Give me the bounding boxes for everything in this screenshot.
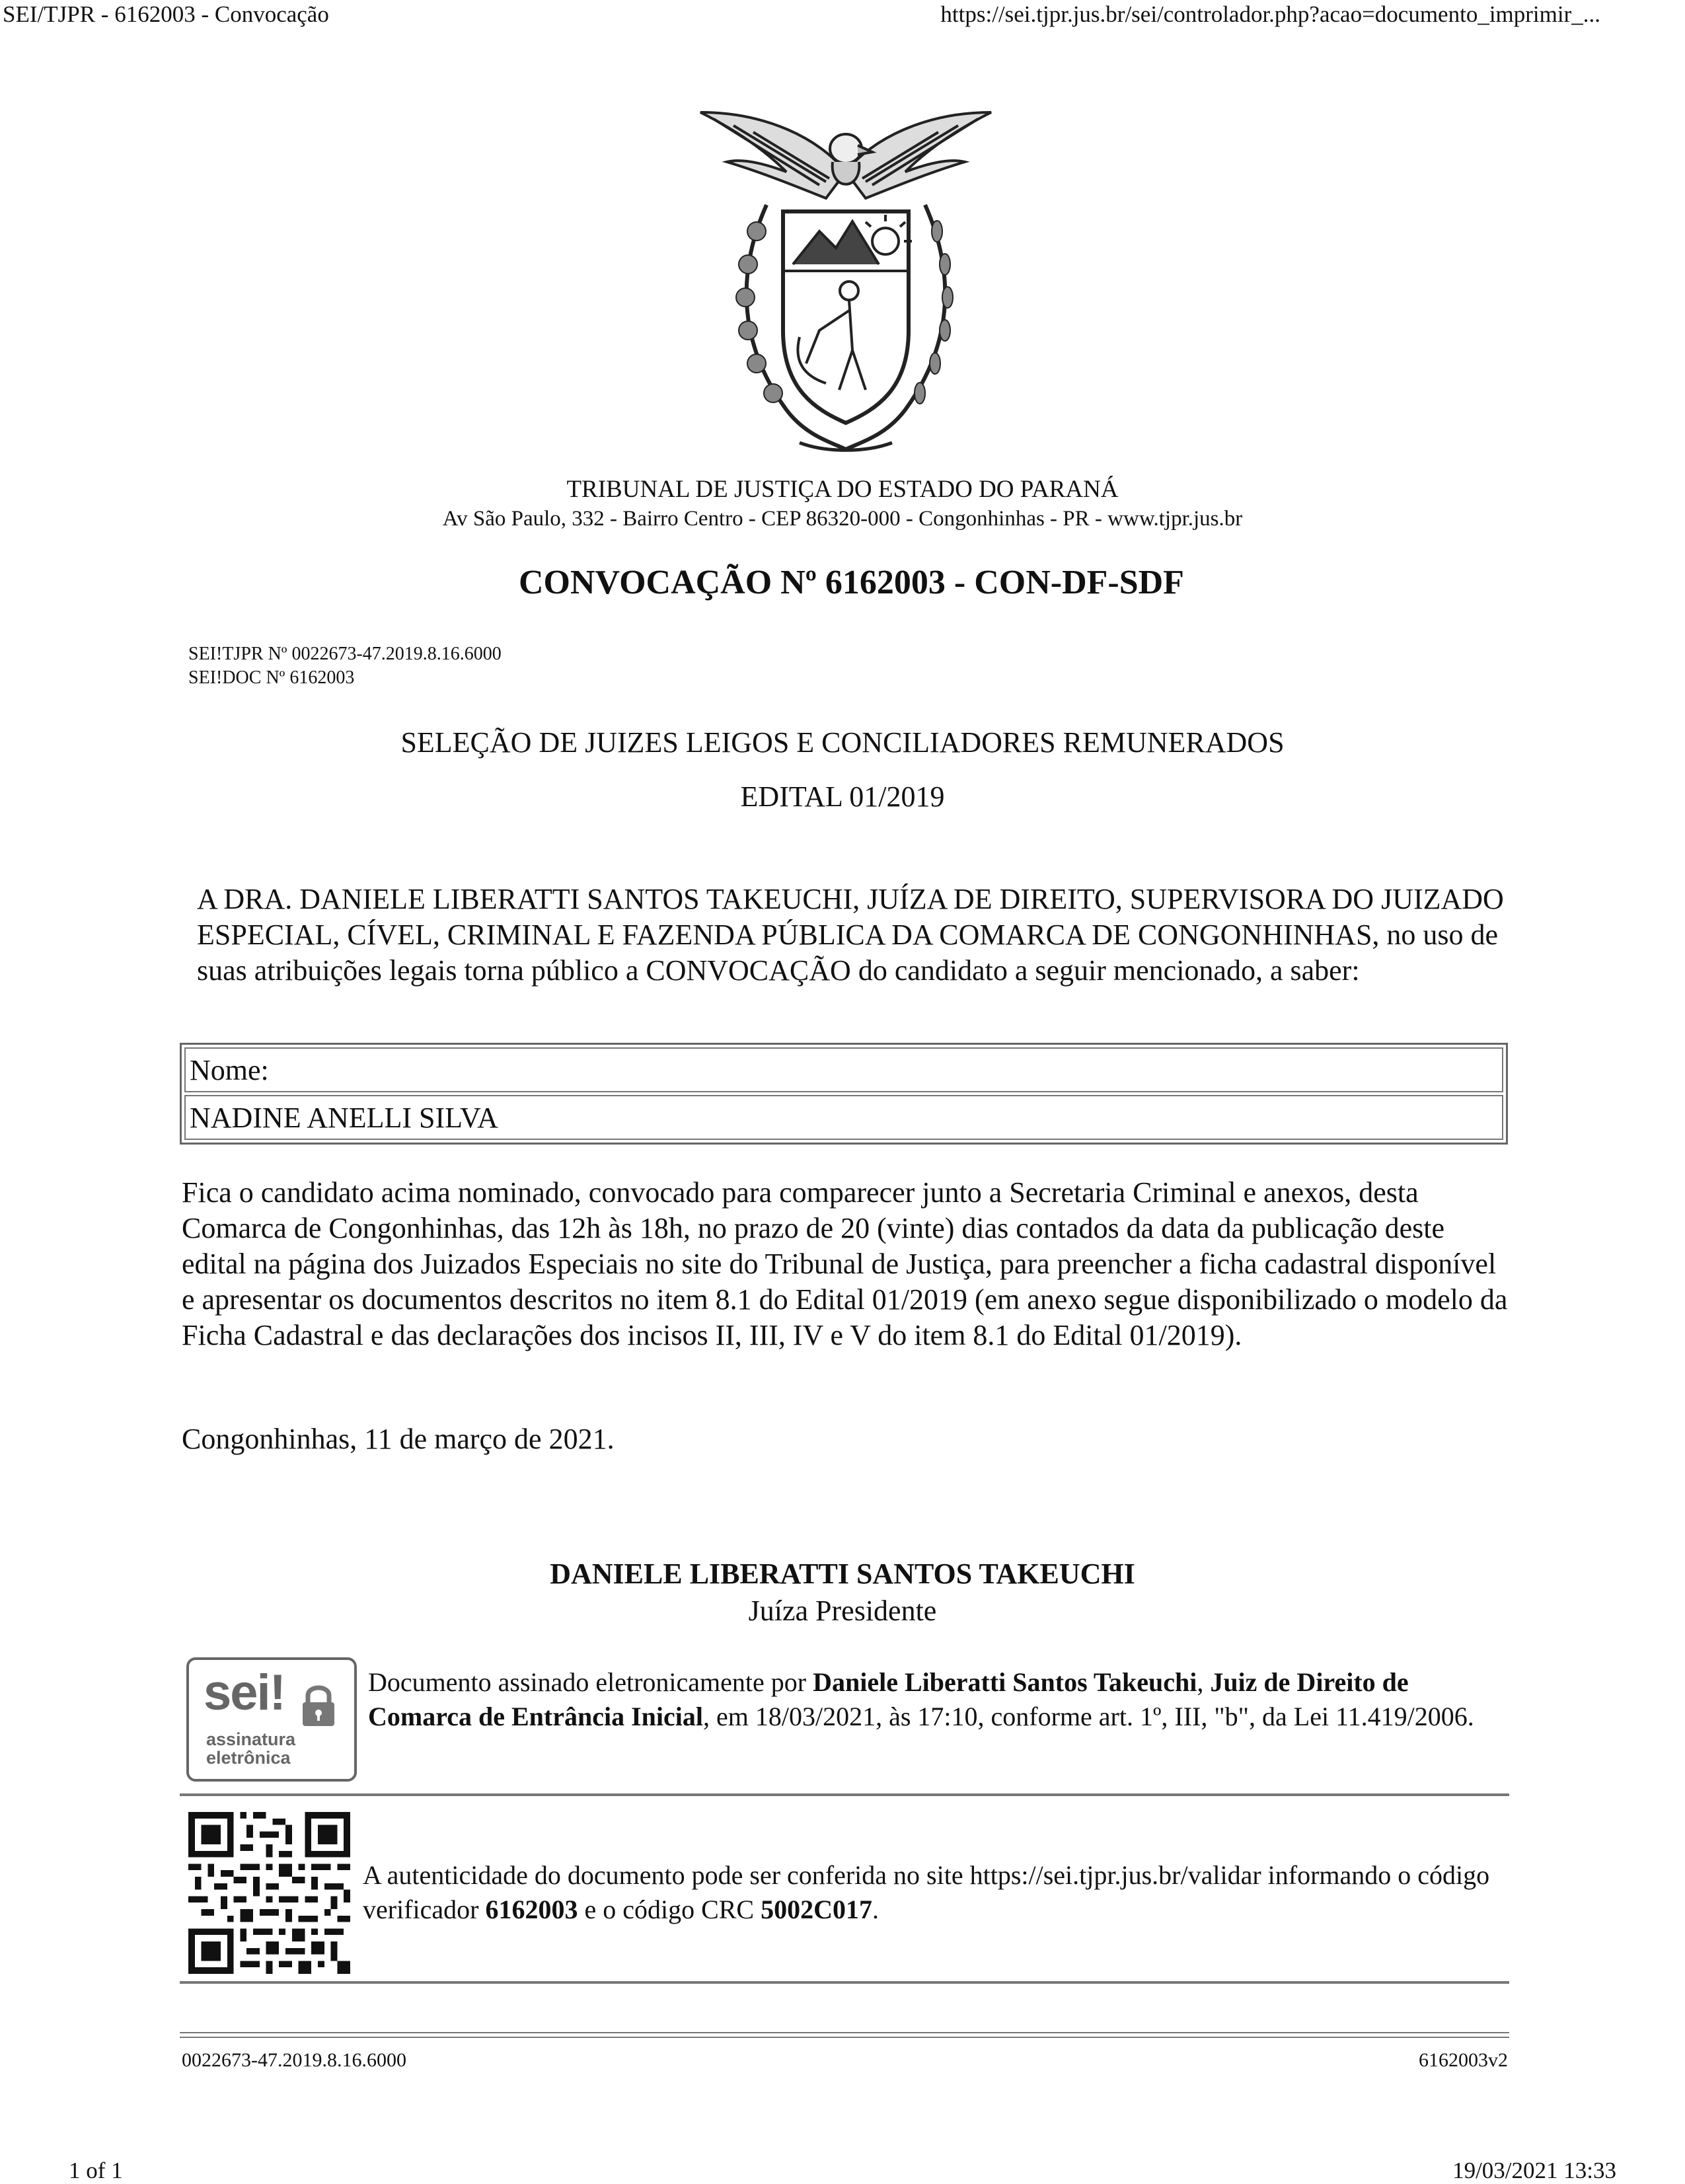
seal-logo-text: sei! [204, 1665, 285, 1721]
seal-caption-line2: eletrônica [206, 1748, 291, 1768]
signature-separator: , [1197, 1667, 1211, 1697]
parana-coat-of-arms-icon [687, 99, 1004, 469]
footer-rule [180, 2032, 1509, 2033]
authenticity-text-mid: e o código CRC [578, 1895, 761, 1924]
intro-paragraph: A DRA. DANIELE LIBERATTI SANTOS TAKEUCHI, JUÍZA DE DIREITO, SUPERVISORA DO JUIZADO ESPECIAL, CÍVEL, CRIMINAL E FAZENDA PÚBLICA DA COMARCA DE CONGONHINHAS, no uso de suas atribuições legais torna público a CONVOCAÇÃO do candidato a seguir mencionado, a saber: [197, 883, 1504, 987]
sei-signature-seal [186, 1657, 357, 1782]
crc-code: 5002C017 [761, 1895, 873, 1924]
divider [180, 1981, 1509, 1984]
candidate-table-header: Nome: [184, 1047, 1503, 1092]
padlock-icon [300, 1682, 337, 1729]
seal-caption-line1: assinatura [206, 1729, 296, 1749]
print-header-title: SEI/TJPR - 6162003 - Convocação [3, 1, 329, 27]
place-date: Congonhinhas, 11 de março de 2021. [182, 1423, 615, 1455]
signer-role: Juíza Presidente [748, 1595, 937, 1627]
edital-number: EDITAL 01/2019 [740, 780, 945, 813]
signature-role: Juiz de Direito de Comarca de Entrância Inicial [368, 1667, 1409, 1731]
qr-code-icon [188, 1812, 350, 1974]
institution-name: TRIBUNAL DE JUSTIÇA DO ESTADO DO PARANÁ [566, 476, 1119, 503]
footer-rule [180, 2037, 1509, 2038]
institution-address: Av São Paulo, 332 - Bairro Centro - CEP 86320-000 - Congonhinhas - PR - www.tjpr.jus.br [442, 507, 1243, 531]
divider [180, 1793, 1509, 1796]
footer-process-number: 0022673-47.2019.8.16.6000 [182, 2049, 406, 2071]
signature-signer: Daniele Liberatti Santos Takeuchi [813, 1667, 1197, 1697]
document-title: CONVOCAÇÃO Nº 6162003 - CON-DF-SDF [519, 564, 1184, 601]
authenticity-text-prefix: A autenticidade do documento pode ser conferida no site https://sei.tjpr.jus.br/validar informando o código verificador [363, 1860, 1490, 1924]
candidate-table [180, 1043, 1508, 1145]
sei-identifiers [188, 642, 502, 690]
signature-text-suffix: , em 18/03/2021, às 17:10, conforme art. 1º, III, "b", da Lei 11.419/2006. [703, 1702, 1474, 1731]
footer-doc-version: 6162003v2 [1419, 2049, 1508, 2071]
signature-text-prefix: Documento assinado eletronicamente por [368, 1667, 813, 1697]
authenticity-statement [363, 1858, 1513, 1927]
signer-name: DANIELE LIBERATTI SANTOS TAKEUCHI [550, 1558, 1135, 1590]
candidate-name: NADINE ANELLI SILVA [184, 1095, 1503, 1140]
print-header-url: https://sei.tjpr.jus.br/sei/controlador.php?acao=documento_imprimir_... [940, 1, 1600, 27]
print-page-count: 1 of 1 [69, 2158, 123, 2183]
signature-statement [368, 1665, 1505, 1734]
document-subject: SELEÇÃO DE JUIZES LEIGOS E CONCILIADORES REMUNERADOS [400, 726, 1285, 759]
print-timestamp: 19/03/2021 13:33 [1452, 2158, 1616, 2183]
authenticity-text-suffix: . [872, 1895, 880, 1924]
seal-caption [206, 1730, 295, 1767]
verification-code: 6162003 [485, 1895, 578, 1924]
convocation-paragraph: Fica o candidato acima nominado, convocado para comparecer junto a Secretaria Criminal e anexos, desta Comarca de Congonhinhas, das 12h às 18h, no prazo de 20 (vinte) dias contados da data da publicação deste edital na página dos Juizados Especiais no site do Tribunal de Justiça, para preencher a ficha cadastral disponível e apresentar os documentos descritos no item 8.1 do Edital 01/2019 (em anexo segue disponibilizado o modelo da Ficha Cadastral e das declarações dos incisos II, III, IV e V do item 8.1 do Edital 01/2019). [182, 1176, 1508, 1351]
sei-doc-number: SEI!DOC Nº 6162003 [188, 667, 355, 688]
sei-process-number: SEI!TJPR Nº 0022673-47.2019.8.16.6000 [188, 644, 502, 664]
